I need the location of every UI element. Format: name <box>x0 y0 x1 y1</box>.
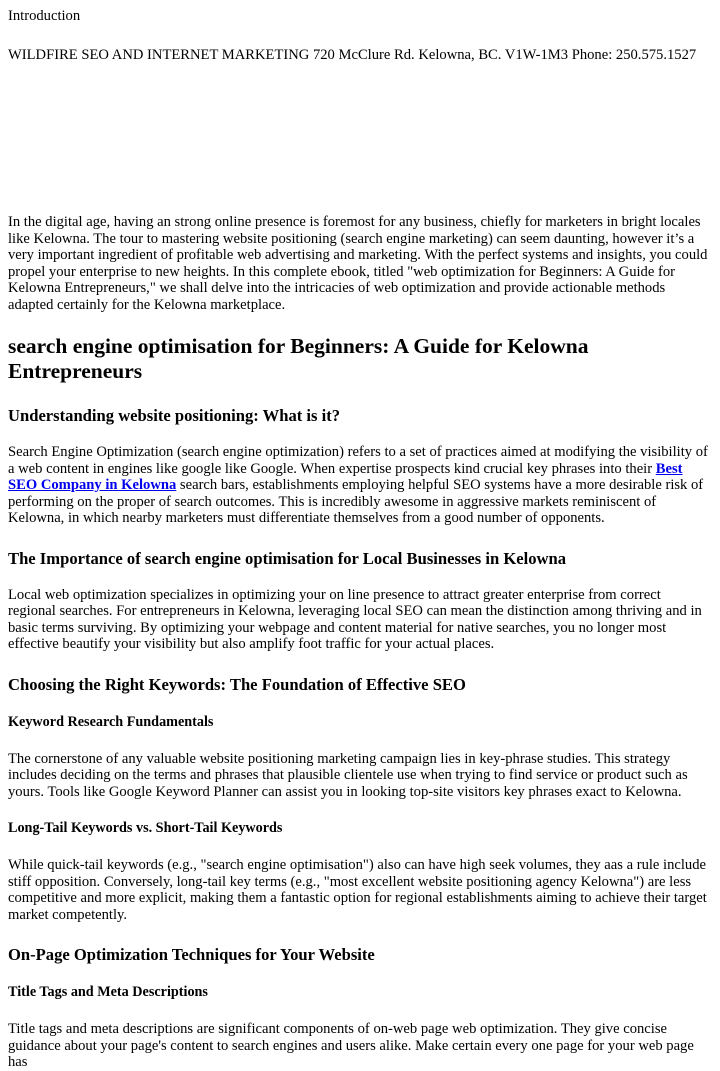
text-before-link: Search Engine Optimization (search engine optimization) refers to a set of practices aimed at modifying the visibility of a web content in engines like google like Google. When expertise prospects kind crucial key phrases into their <box>8 444 708 477</box>
main-title: search engine optimisation for Beginners: A Guide for Kelowna Entrepreneurs <box>8 334 589 383</box>
best-seo-link[interactable]: Best SEO Company in Kelowna <box>8 460 683 493</box>
subheading-keyword-research: Keyword Research Fundamentals <box>8 713 214 730</box>
section-heading-understanding: Understanding website positioning: What is it? <box>8 406 341 425</box>
section-heading-keywords: Choosing the Right Keywords: The Foundation of Effective SEO <box>8 674 466 694</box>
section-paragraph-understanding <box>8 444 712 527</box>
subheading-title-tags: Title Tags and Meta Descriptions <box>8 984 208 1000</box>
blank-area <box>8 63 712 214</box>
text-after-link: search bars, establishments employing helpful SEO systems have a more desirable risk of performing on the proper of search outcomes. This is incredibly awesome in aggressive markets reminiscent of Kelowna, in which nearby marketers must differentiate themselves from a good number of opponents. <box>8 477 704 526</box>
document-page <box>0 8 720 1071</box>
intro-paragraph: In the digital age, having an strong online presence is foremost for any business, chiefly for marketers in bright locales like Kelowna. The tour to mastering website positioning (search engine marketing) can seem daunting, however it’s a very important ingredient of profitable web advertising and marketing. With the perfect systems and insights, you could propel your enterprise to new heights. In this complete ebook, titled "web optimization for Beginners: A Guide for Kelowna Entrepreneurs," we shall delve into the intricacies of web optimization and provide actionable methods adapted certainly for the Kelowna marketplace. <box>8 214 708 313</box>
contact-line: WILDFIRE SEO AND INTERNET MARKETING 720 McClure Rd. Kelowna, BC. V1W-1M3 Phone: 250.575.1527 <box>8 46 697 63</box>
section-heading-importance: The Importance of search engine optimisation for Local Businesses in Kelowna <box>8 548 567 568</box>
paragraph-keyword-research: The cornerstone of any valuable website positioning marketing campaign lies in key-phrase studies. This strategy includes deciding on the terms and phrases that plausible clientele use when trying to find service or product such as yours. Tools like Google Keyword Planner can assist you in looking top-site visitors key phrases exact to Kelowna. <box>8 750 688 800</box>
intro-label: Introduction <box>8 8 81 24</box>
section-paragraph-importance: Local web optimization specializes in optimizing your on line presence to attract greater enterprise from correct regional searches. For entrepreneurs in Kelowna, leveraging local SEO can mean the distinction among thriving and in basic terms surviving. By optimizing your webpage and content material for native searches, you no longer most effective beautify your visibility but also amplify foot traffic for your actual places. <box>8 586 702 652</box>
subheading-long-tail: Long-Tail Keywords vs. Short-Tail Keywords <box>8 820 283 836</box>
section-heading-on-page: On-Page Optimization Techniques for Your Website <box>8 945 375 964</box>
paragraph-title-tags: Title tags and meta descriptions are significant components of on-web page web optimization. They give concise guidance about your page's content to search engines and users alike. Make certain every one page for your web page has <box>8 1021 694 1070</box>
paragraph-long-tail: While quick-tail keywords (e.g., "search engine optimisation") also can have high seek volumes, they aas a rule include stiff opposition. Conversely, long-tail key terms (e.g., "most excellent website positioning agency Kelowna") are less competitive and more explicit, making them a fantastic option for regional establishments aiming to achieve their target market competently. <box>8 857 707 923</box>
